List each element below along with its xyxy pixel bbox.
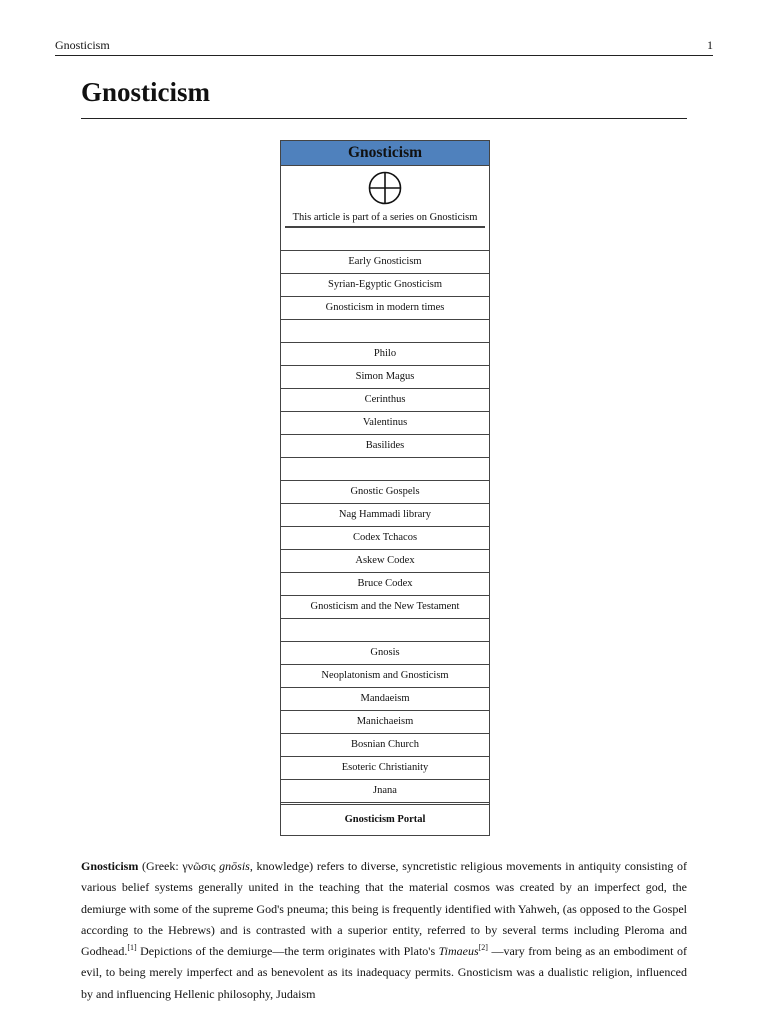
infobox-rows: [281, 228, 489, 802]
running-title: Gnosticism: [55, 38, 110, 52]
infobox-link[interactable]: Nag Hammadi library: [281, 503, 489, 526]
infobox-link[interactable]: Gnostic Gospels: [281, 480, 489, 503]
greek-term: γνῶσις: [182, 859, 216, 873]
infobox-link[interactable]: Gnosticism and the New Testament: [281, 595, 489, 618]
infobox-link[interactable]: Bruce Codex: [281, 572, 489, 595]
infobox-link[interactable]: Early Gnosticism: [281, 250, 489, 273]
reference-2[interactable]: [2]: [478, 943, 488, 953]
page-number: 1: [707, 38, 713, 52]
infobox-spacer: [281, 457, 489, 480]
infobox-link[interactable]: Askew Codex: [281, 549, 489, 572]
infobox-spacer: [281, 319, 489, 342]
infobox-link[interactable]: Neoplatonism and Gnosticism: [281, 664, 489, 687]
infobox-link[interactable]: Syrian-Egyptic Gnosticism: [281, 273, 489, 296]
infobox-link[interactable]: Codex Tchacos: [281, 526, 489, 549]
infobox-link[interactable]: Manichaeism: [281, 710, 489, 733]
infobox-link[interactable]: Mandaeism: [281, 687, 489, 710]
portal-link[interactable]: Gnosticism Portal: [281, 802, 489, 835]
page-title: Gnosticism: [81, 74, 687, 119]
infobox-spacer: [281, 228, 489, 250]
infobox-caption: This article is part of a series on Gnosticism: [285, 210, 485, 228]
infobox-link[interactable]: Basilides: [281, 434, 489, 457]
infobox-link[interactable]: Cerinthus: [281, 388, 489, 411]
infobox-link[interactable]: Gnosis: [281, 641, 489, 664]
infobox-title: Gnosticism: [281, 141, 489, 166]
timaeus-link[interactable]: Timaeus: [438, 944, 479, 959]
running-header: [55, 38, 713, 56]
infobox-link[interactable]: Philo: [281, 342, 489, 365]
infobox-spacer: [281, 618, 489, 641]
transliteration: gnōsis: [219, 859, 250, 873]
reference-1[interactable]: [1]: [127, 943, 137, 953]
lead-term: Gnosticism: [81, 859, 139, 873]
infobox-link[interactable]: Gnosticism in modern times: [281, 296, 489, 319]
infobox: [280, 140, 490, 836]
infobox-link[interactable]: Valentinus: [281, 411, 489, 434]
infobox-symbol: [281, 166, 489, 210]
infobox-link[interactable]: Esoteric Christianity: [281, 756, 489, 779]
intro-paragraph: Gnosticism (Greek: γνῶσις gnōsis, knowledge) refers to diverse, syncretistic religious movements in antiquity consisting of various belief systems generally united in the teaching that the material cosmos was created by an imperfect god, the demiurge with some of the supreme God's pneuma; this being is frequently identified with Yahweh, (as opposed to the Gospel according to the Hebrews) and is contrasted with a superior entity, referred to by several terms including Pleroma and Godhead.[1] Depictions of the demiurge—the term originates with Plato's Timaeus[2] —vary from being as an embodiment of evil, to being merely imperfect and as benevolent as its inadequacy permits. Gnosticism was a dualistic religion, influenced by and influencing Hellenic philosophy, Judaism: [81, 859, 688, 1001]
infobox-link[interactable]: Simon Magus: [281, 365, 489, 388]
cross-in-circle-icon: [367, 170, 403, 206]
infobox-link[interactable]: Jnana: [281, 779, 489, 802]
infobox-link[interactable]: Bosnian Church: [281, 733, 489, 756]
